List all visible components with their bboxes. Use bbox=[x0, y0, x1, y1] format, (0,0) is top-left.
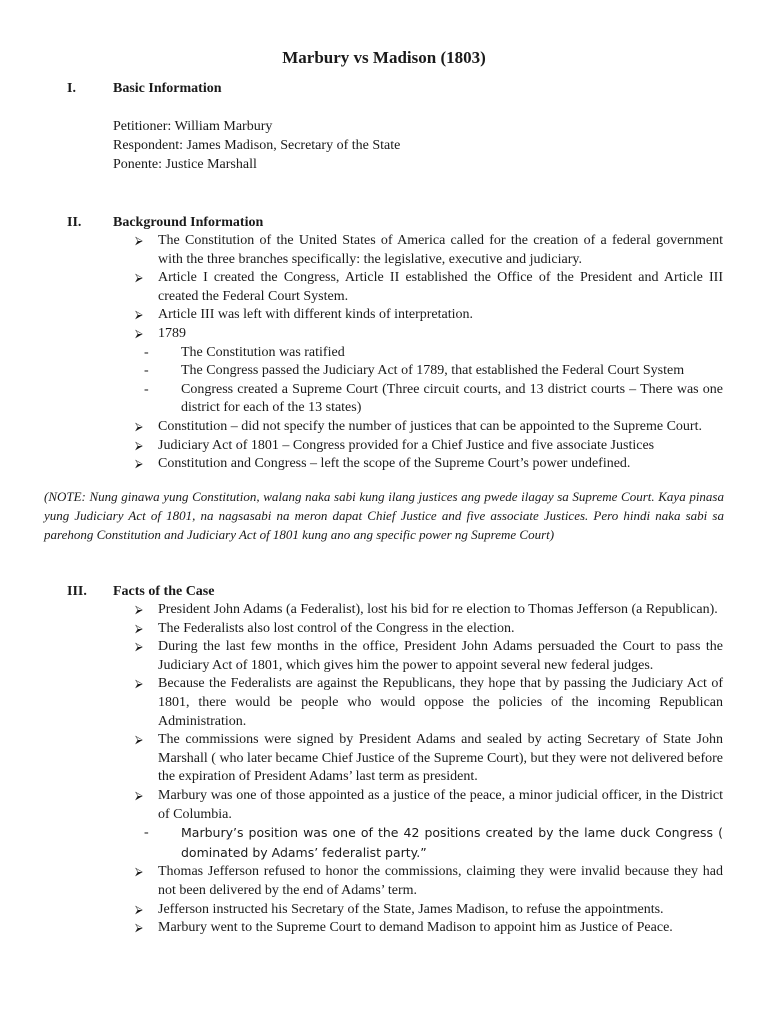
list-item: ⮚ Marbury was one of those appointed as a justice of the peace, a minor judicial officer, in the District of Columbia. bbox=[135, 787, 723, 822]
list-item: ⮚ The commissions were signed by President Adams and sealed by acting Secretary of State John Marshall ( who later became Chief Justice of the Supreme Court), but they were not delivered before the expiration of President Adams’ last term as president. bbox=[135, 732, 723, 785]
arrow-bullet-icon: ⮚ bbox=[135, 641, 143, 654]
arrow-bullet-icon: ⮚ bbox=[135, 235, 143, 247]
arrow-bullet-icon: ⮚ bbox=[135, 420, 143, 433]
background-list bbox=[135, 232, 723, 474]
section-1-title: Basic Information bbox=[113, 81, 222, 96]
list-item: ⮚ The Constitution of the United States of America called for the creation of a federal government with the three branches specifically: the legislative, executive and judiciary. bbox=[135, 233, 723, 267]
section-2-number: II. bbox=[67, 215, 82, 230]
list-item: ⮚ Constitution and Congress – left the scope of the Supreme Court’s power undefined. bbox=[135, 455, 723, 474]
arrow-bullet-icon: ⮚ bbox=[135, 903, 143, 916]
list-item: ⮚ 1789 bbox=[135, 325, 723, 344]
list-item: ⮚ Article III was left with different kinds of interpretation. bbox=[135, 306, 723, 325]
arrow-bullet-icon: ⮚ bbox=[135, 327, 143, 340]
list-item: ⮚ Constitution – did not specify the number of justices that can be appointed to the Supreme Court. bbox=[135, 418, 723, 437]
sub-list-item: - Congress created a Supreme Court (Three circuit courts, and 13 district courts – There was one district for each of the 13 states) bbox=[144, 381, 723, 416]
list-item: ⮚ President John Adams (a Federalist), lost his bid for re election to Thomas Jefferson (a Republican). bbox=[135, 601, 723, 620]
list-item: ⮚ Thomas Jefferson refused to honor the commissions, claiming they were invalid because they had not been delivered by the end of Adams’ term. bbox=[135, 864, 723, 898]
section-2-title: Background Information bbox=[113, 215, 264, 230]
list-item: ⮚ Marbury went to the Supreme Court to demand Madison to appoint him as Justice of Peace. bbox=[135, 919, 723, 938]
ponente-line: Ponente: Justice Marshall bbox=[113, 157, 257, 172]
arrow-bullet-icon: ⮚ bbox=[135, 604, 143, 616]
list-item: ⮚ Judiciary Act of 1801 – Congress provided for a Chief Justice and five associate Justices bbox=[135, 437, 723, 456]
arrow-bullet-icon: ⮚ bbox=[135, 439, 143, 452]
arrow-bullet-icon: ⮚ bbox=[135, 272, 143, 285]
dash-bullet: - bbox=[144, 344, 149, 360]
dash-bullet: - bbox=[144, 381, 149, 397]
dash-bullet: - bbox=[144, 363, 149, 379]
arrow-bullet-icon: ⮚ bbox=[135, 678, 143, 691]
arrow-bullet-icon: ⮚ bbox=[135, 309, 143, 322]
sub-list-item: - Marbury’s position was one of the 42 positions created by the lame duck Congress ( dominated by Adams’ federalist party.” bbox=[144, 825, 723, 860]
section-3-number: III. bbox=[67, 584, 87, 599]
dash-bullet: - bbox=[144, 825, 149, 841]
arrow-bullet-icon: ⮚ bbox=[135, 622, 143, 635]
list-item: ⮚ The Federalists also lost control of the Congress in the election. bbox=[135, 620, 723, 639]
arrow-bullet-icon: ⮚ bbox=[135, 922, 143, 935]
arrow-bullet-icon: ⮚ bbox=[135, 734, 143, 747]
arrow-bullet-icon: ⮚ bbox=[135, 866, 143, 879]
list-item: ⮚ Jefferson instructed his Secretary of the State, James Madison, to refuse the appointments. bbox=[135, 901, 723, 920]
section-3-title: Facts of the Case bbox=[113, 584, 215, 599]
list-item: ⮚ During the last few months in the office, President John Adams persuaded the Court to pass the Judiciary Act of 1801, which gives him the power to appoint several new federal judges. bbox=[135, 639, 723, 673]
respondent-line: Respondent: James Madison, Secretary of the State bbox=[113, 138, 401, 153]
facts-list bbox=[135, 601, 723, 938]
section-1-number: I. bbox=[67, 81, 76, 96]
arrow-bullet-icon: ⮚ bbox=[135, 789, 143, 802]
sub-list-item: - The Constitution was ratified bbox=[135, 344, 723, 363]
note-paragraph: (NOTE: Nung ginawa yung Constitution, walang naka sabi kung ilang justices ang pwede ilagay sa Supreme Court. Kaya pinasa yung Judiciary Act of 1801, na nagsasabi na meron dapat Chief Justice and five associate Justices. Pero hindi naka sabi sa parehong Constitution and Judiciary Act of 1801 kung ano ang specific power ng Supreme Court) bbox=[44, 489, 724, 542]
sub-list-item: - The Congress passed the Judiciary Act of 1789, that established the Federal Court System bbox=[135, 362, 723, 381]
petitioner-line: Petitioner: William Marbury bbox=[113, 119, 273, 134]
list-item: ⮚ Article I created the Congress, Article II established the Office of the President and Article III created the Federal Court System. bbox=[135, 270, 723, 304]
arrow-bullet-icon: ⮚ bbox=[135, 458, 143, 471]
document-title: Marbury vs Madison (1803) bbox=[282, 48, 486, 67]
list-item: ⮚ Because the Federalists are against the Republicans, they hope that by passing the Judiciary Act of 1801, there would be people who would oppose the policies of the incoming Republican Administration. bbox=[135, 676, 723, 729]
